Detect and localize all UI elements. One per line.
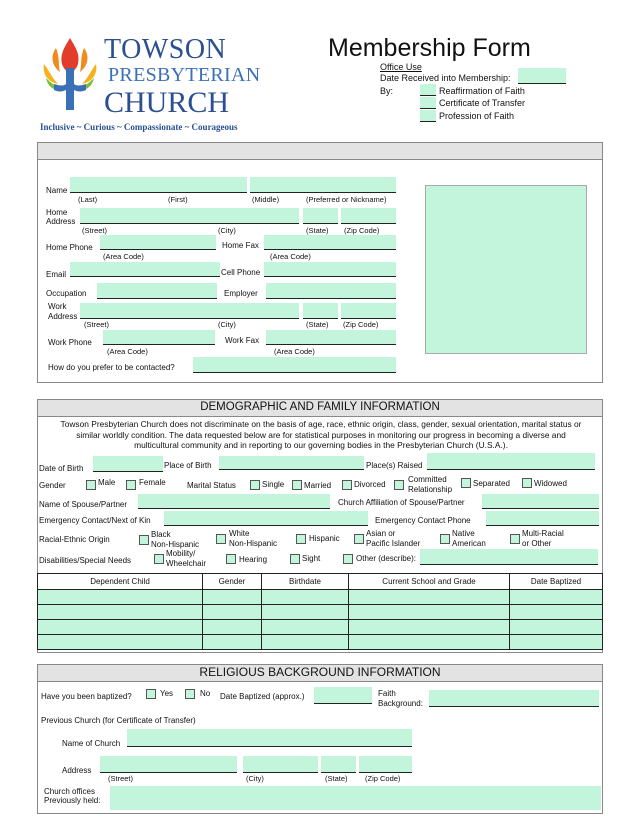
hispanic-checkbox[interactable] [296,534,306,544]
work-phone-area-caption: (Area Code) [107,347,148,356]
date-received-field[interactable] [518,68,566,84]
male-label: Male [98,478,116,487]
gender-label: Gender [39,481,66,490]
church-zip-field[interactable] [359,756,412,773]
table-cell[interactable] [203,605,262,620]
white-checkbox[interactable] [216,534,226,544]
church-city-caption: (City) [246,774,264,783]
baptized-label: Have you been baptized? [41,692,132,701]
emergency-field[interactable] [164,511,368,526]
table-cell[interactable] [203,590,262,605]
white-label-2: Non-Hispanic [229,539,278,548]
table-cell[interactable] [262,635,349,650]
church-name-label: Name of Church [62,739,121,748]
home-state-caption: (State) [306,226,329,235]
black-checkbox[interactable] [139,535,149,545]
logo-line-towson: TOWSON [104,34,227,65]
contact-pref-label: How do you prefer to be contacted? [48,363,175,372]
work-street-field[interactable] [80,303,299,319]
dependent-children-table [37,573,603,650]
home-phone-field[interactable] [100,235,216,250]
divorced-label: Divorced [354,480,386,489]
black-label-1: Black [151,530,171,539]
committed-label-2: Relationship [408,485,453,494]
work-fax-label: Work Fax [225,336,260,345]
col-gender: Gender [203,574,262,590]
asian-checkbox[interactable] [354,534,364,544]
asian-label-1: Asian or [366,529,396,538]
separated-checkbox[interactable] [461,478,471,488]
female-checkbox[interactable] [126,480,136,490]
church-name-field[interactable] [127,729,412,747]
religious-section-header: RELIGIOUS BACKGROUND INFORMATION [38,665,602,682]
disabilities-label: Disabilities/Special Needs [39,556,132,565]
table-cell[interactable] [38,590,203,605]
table-row [38,620,603,635]
middle-caption: (Middle) [252,195,280,204]
widowed-checkbox[interactable] [522,478,532,488]
work-state-caption: (State) [306,320,329,329]
mobility-label-1: Mobility/ [166,549,196,558]
faith-background-field[interactable] [429,690,599,707]
first-name-field[interactable] [250,177,396,193]
emergency-phone-label: Emergency Contact Phone [375,516,471,525]
mobility-label-2: Wheelchair [166,559,207,568]
work-fax-area-caption: (Area Code) [274,347,315,356]
table-cell[interactable] [262,590,349,605]
personal-section-header [38,143,602,160]
logo-line-church: CHURCH [104,86,230,119]
preferred-caption: (Preferred or Nickname) [306,195,387,204]
other-field[interactable] [420,549,598,565]
table-row [38,590,603,605]
date-baptized-label: Date Baptized (approx.) [220,692,305,701]
table-cell[interactable] [38,620,203,635]
mobility-checkbox[interactable] [154,554,164,564]
col-birthdate: Birthdate [262,574,349,590]
church-offices-field[interactable] [110,786,601,810]
spouse-church-label: Church Affiliation of Spouse/Partner [338,498,465,507]
date-baptized-field[interactable] [314,687,372,704]
nondiscrimination-notice: Towson Presbyterian Church does not discriminate on the basis of age, race, ethnic origin, class, gender, sexual orientation, marital status or similar worldly condition. The data requested below are for statistical purposes in monitoring our progress in becoming a diverse and multicultural community and in reporting to our governing bodies in the Presbyterian Church (U.S.A.). [60,419,582,450]
profession-label: Profession of Faith [439,111,515,121]
hearing-checkbox[interactable] [226,554,236,564]
church-street-caption: (Street) [108,774,134,783]
faith-background-label-2: Background: [378,699,423,708]
table-cell[interactable] [262,620,349,635]
table-row [38,635,603,650]
table-cell[interactable] [38,605,203,620]
profession-checkbox[interactable] [420,110,436,122]
widowed-label: Widowed [534,479,567,488]
date-received-label: Date Received into Membership: [380,73,511,83]
transfer-checkbox[interactable] [420,97,436,109]
church-street-field[interactable] [100,756,237,773]
table-cell[interactable] [349,590,510,605]
baptized-yes-label: Yes [160,689,174,698]
sight-checkbox[interactable] [290,554,300,564]
native-label-2: American [452,539,486,548]
home-state-field[interactable] [303,208,338,224]
multi-label-2: or Other [522,539,552,548]
pob-field[interactable] [219,456,364,470]
male-checkbox[interactable] [86,480,96,490]
logo-line-presbyterian: PRESBYTERIAN [108,64,261,86]
table-row [38,605,603,620]
emergency-phone-field[interactable] [486,511,599,526]
table-cell[interactable] [203,620,262,635]
multi-label-1: Multi-Racial [522,529,564,538]
church-logo [38,34,268,134]
first-caption: (First) [168,195,188,204]
church-address-label: Address [62,766,92,775]
church-city-field[interactable] [243,756,318,773]
email-label: Email [46,270,67,279]
emergency-label: Emergency Contact/Next of Kin [39,516,151,525]
spouse-field[interactable] [138,494,330,509]
employer-field[interactable] [266,283,396,299]
raised-field[interactable] [427,453,595,470]
work-state-field[interactable] [303,303,338,319]
col-school-grade: Current School and Grade [349,574,510,590]
home-street-caption: (Street) [82,226,108,235]
last-caption: (Last) [78,195,98,204]
table-cell[interactable] [203,635,262,650]
reaffirmation-checkbox[interactable] [420,84,436,96]
asian-label-2: Pacific Islander [366,539,421,548]
separated-label: Separated [473,479,510,488]
home-zip-caption: (Zip Code) [344,226,380,235]
dob-label: Date of Birth [39,464,84,473]
col-dependent-child: Dependent Child [38,574,203,590]
baptized-no-label: No [200,689,211,698]
work-city-caption: (City) [218,320,236,329]
baptized-no-checkbox[interactable] [185,689,195,699]
church-offices-label-1: Church offices [44,787,95,796]
baptized-yes-checkbox[interactable] [146,689,156,699]
female-label: Female [139,478,166,487]
cell-phone-field[interactable] [264,262,396,277]
church-state-field[interactable] [321,756,356,773]
demographic-section-header: DEMOGRAPHIC AND FAMILY INFORMATION [38,400,602,417]
home-phone-area-caption: (Area Code) [103,252,144,261]
prev-church-label: Previous Church (for Certificate of Transfer) [41,716,196,725]
home-fax-field[interactable] [264,235,396,250]
married-label: Married [304,481,332,490]
other-checkbox[interactable] [343,554,353,564]
flame-cross-icon [38,34,102,114]
single-label: Single [262,480,285,489]
spouse-label: Name of Spouse/Partner [39,500,128,509]
home-zip-field[interactable] [341,208,396,224]
last-name-field[interactable] [70,177,247,193]
committed-checkbox[interactable] [394,480,404,490]
occupation-field[interactable] [97,283,217,299]
home-fax-area-caption: (Area Code) [270,252,311,261]
table-cell[interactable] [349,635,510,650]
photo-box[interactable] [425,185,587,354]
race-label: Racial-Ethnic Origin [39,535,110,544]
other-label: Other (describe): [356,554,417,563]
table-cell[interactable] [510,605,603,620]
raised-label: Place(s) Raised [366,461,423,470]
work-street-caption: (Street) [84,320,110,329]
work-address-label-1: Work [48,302,67,311]
table-cell[interactable] [510,590,603,605]
home-city-caption: (City) [218,226,236,235]
hispanic-label: Hispanic [309,534,340,543]
hearing-label: Hearing [239,555,268,564]
table-cell[interactable] [38,635,203,650]
by-label: By: [380,86,394,96]
work-zip-field[interactable] [341,303,396,319]
church-state-caption: (State) [325,774,348,783]
home-address-label-1: Home [46,208,68,217]
home-street-field[interactable] [80,208,299,224]
home-phone-label: Home Phone [46,243,93,252]
native-checkbox[interactable] [440,534,450,544]
pob-label: Place of Birth [164,461,212,470]
church-offices-label-2: Previously held: [44,796,101,805]
divorced-checkbox[interactable] [342,480,352,490]
faith-background-label-1: Faith [378,689,396,698]
table-cell[interactable] [349,605,510,620]
employer-label: Employer [224,289,258,298]
home-fax-label: Home Fax [222,241,259,250]
white-label-1: White [229,529,250,538]
cell-phone-label: Cell Phone [221,268,261,277]
work-zip-caption: (Zip Code) [343,320,379,329]
table-header-row [38,574,603,590]
work-address-label-2: Address [48,312,78,321]
multi-checkbox[interactable] [510,534,520,544]
black-label-2: Non-Hispanic [151,540,200,549]
spouse-church-field[interactable] [482,494,599,509]
office-use-label: Office Use [380,62,422,72]
work-fax-field[interactable] [266,330,396,345]
email-field[interactable] [70,262,220,277]
native-label-1: Native [452,529,475,538]
logo-tagline: Inclusive ~ Curious ~ Compassionate ~ Courageous [40,122,238,132]
church-zip-caption: (Zip Code) [365,774,401,783]
home-address-label-2: Address [46,217,76,226]
reaffirmation-label: Reaffirmation of Faith [439,86,525,96]
name-label: Name [46,186,68,195]
transfer-label: Certificate of Transfer [439,98,526,108]
form-title: Membership Form [328,34,531,62]
marital-status-label: Marital Status [187,481,236,490]
work-phone-field[interactable] [103,330,215,345]
sight-label: Sight [302,554,321,563]
committed-label-1: Committed [408,475,447,484]
occupation-label: Occupation [46,289,87,298]
dob-field[interactable] [93,456,163,472]
contact-pref-field[interactable] [193,357,396,373]
table-cell[interactable] [510,620,603,635]
table-cell[interactable] [349,620,510,635]
married-checkbox[interactable] [292,480,302,490]
work-phone-label: Work Phone [48,338,92,347]
table-cell[interactable] [262,605,349,620]
col-date-baptized: Date Baptized [510,574,603,590]
single-checkbox[interactable] [250,480,260,490]
table-cell[interactable] [510,635,603,650]
